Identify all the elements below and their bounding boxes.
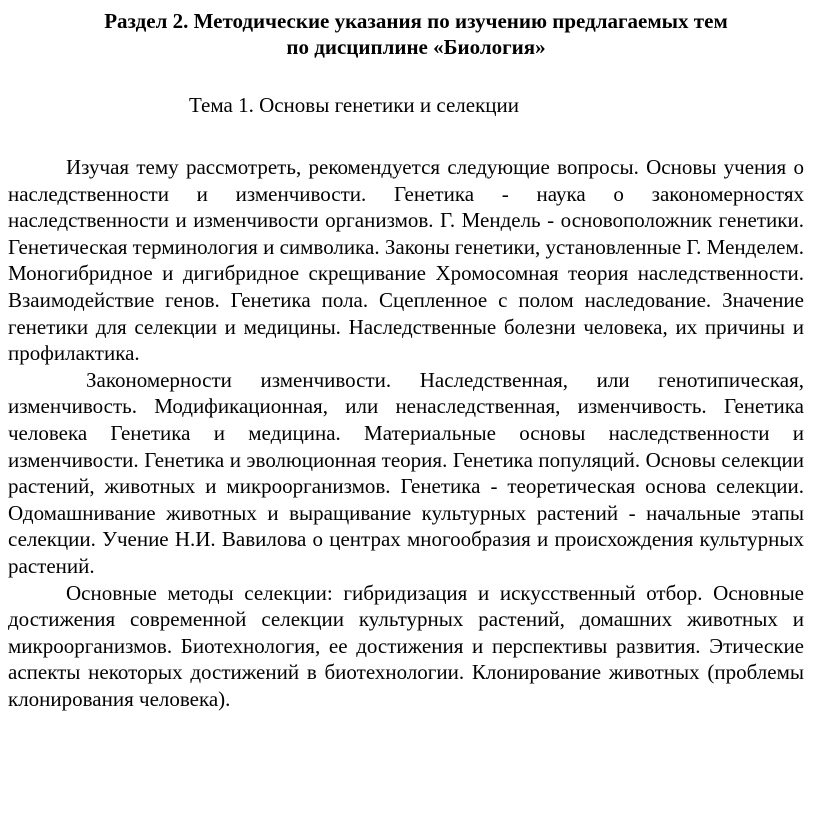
section-heading-line-1: Раздел 2. Методические указания по изучению предлагаемых тем [104,9,728,33]
section-heading-line-2: по дисциплине «Биология» [286,35,546,59]
paragraph-3: Основные методы селекции: гибридизация и искусственный отбор. Основные достижения современной селекции культурных растений, домашних животных и микроорганизмов. Биотехнология, ее достижения и перспективы развития. Этические аспекты некоторых достижений в биотехнологии. Клонирование животных (проблемы клонирования человека). [8,580,804,711]
paragraph-1: Изучая тему рассмотреть, рекомендуется следующие вопросы. Основы учения о наследственности и изменчивости. Генетика - наука о закономерностях наследственности и изменчивости организмов. Г. Мендель - основоположник генетики. Генетическая терминология и символика. Законы генетики, установленные Г. Менделем. Моногибридное и дигибридное скрещивание Хромосомная теория наследственности. Взаимодействие генов. Генетика пола. Сцепленное с полом наследование. Значение генетики для селекции и медицины. Наследственные болезни человека, их причины и профилактика. [8,155,804,366]
body-text [8,154,804,712]
paragraph-2: Закономерности изменчивости. Наследственная, или генотипическая, изменчивость. Модификационная, или ненаследственная, изменчивость. Генетика человека Генетика и медицина. Материальные основы наследственности и изменчивости. Генетика и эволюционная теория. Генетика популяций. Основы селекции растений, животных и микроорганизмов. Генетика - теоретическая основа селекции. Одомашнивание животных и выращивание культурных растений - начальные этапы селекции. Учение Н.И. Вавилова о центрах многообразия и происхождения культурных растений. [8,367,804,578]
topic-title: Тема 1. Основы генетики и селекции [189,93,519,117]
document-page [8,8,804,711]
